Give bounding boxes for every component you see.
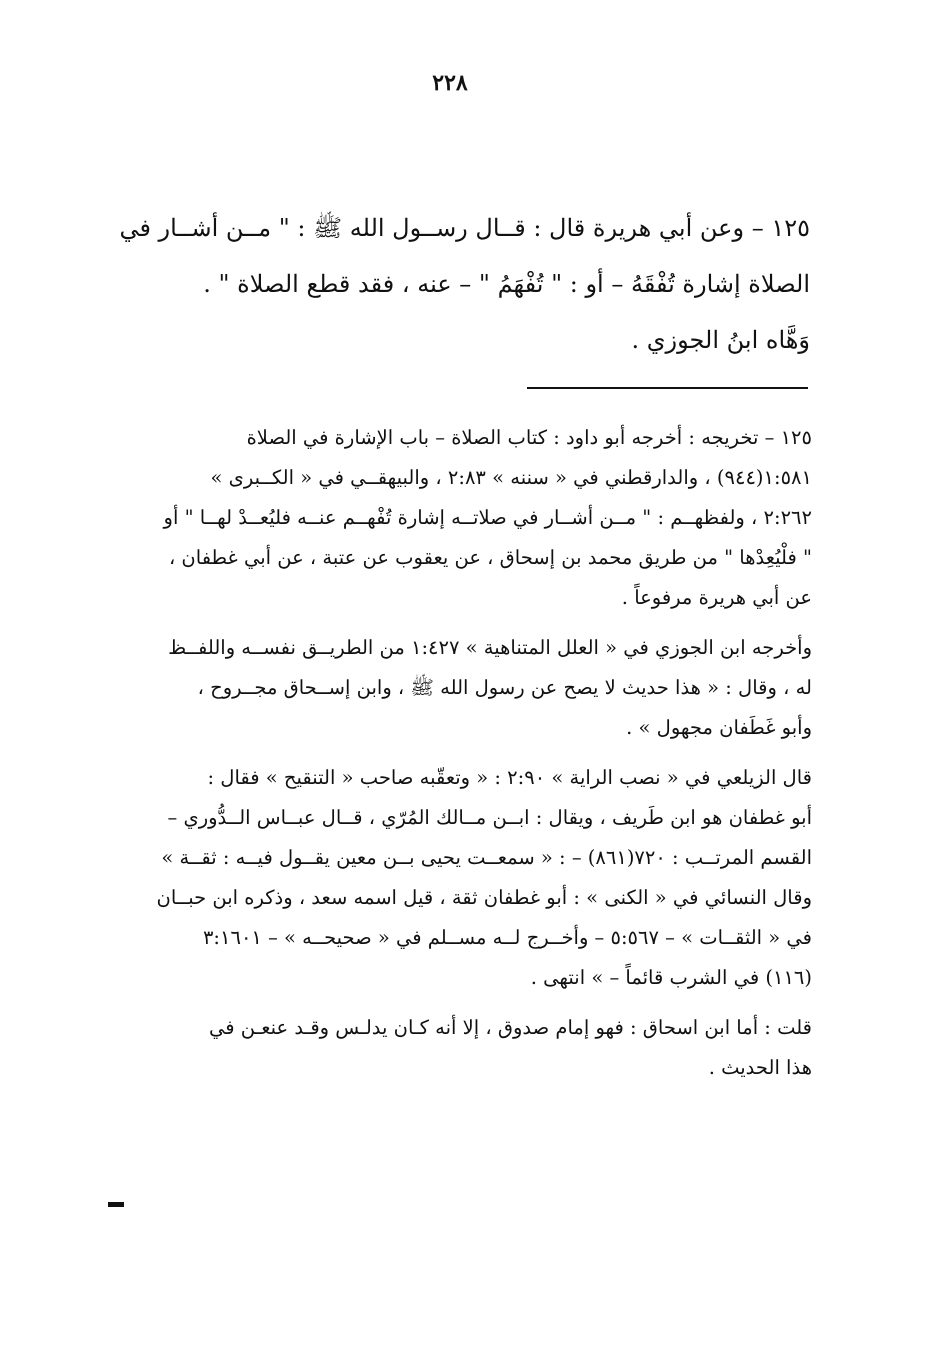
footnote-line: أبو غطفان هو ابن طَريف ، ويقال : ابــن مــالك المُرّي ، قــال عبــاس الــدُّوري – [167,806,812,829]
footnote-line: وأبو غَطَفان مجهول » . [626,716,812,739]
page-number: ٢٢٨ [432,70,468,96]
footnote-line: وأخرجه ابن الجوزي في « العلل المتناهية » ١:٤٢٧ من الطريــق نفســه واللفــظ [168,636,812,659]
footnote-line: عن أبي هريرة مرفوعاً . [621,586,812,609]
footnote-paragraph [100,1008,812,1088]
footnote-paragraph [100,418,812,618]
footnote-line: قال الزيلعي في « نصب الراية » ٢:٩٠ : « وتعقّبه صاحب « التنقيح » فقال : [207,766,812,789]
footnote-line: ١:٥٨١(٩٤٤) ، والدارقطني في « سننه » ٢:٨٣ ، والبيهقــي في « الكــبرى » [210,466,812,489]
hadith-line: ١٢٥ – وعن أبي هريرة قال : قــال رســول الله ﷺ : " مــن أشــار في [119,214,810,242]
footnote-line: القسم المرتــب : ٧٢٠(٨٦١) – : « سمعــت يحيى بــن معين يقــول فيــه : ثقــة » [161,846,812,869]
footnotes [100,418,812,1098]
footnote-line: ١٢٥ – تخريجه : أخرجه أبو داود : كتاب الصلاة – باب الإشارة في الصلاة [246,426,812,449]
footnote-line: (١١٦) في الشرب قائماً – » انتهى . [530,966,812,989]
hadith-line: وَهَّاه ابنُ الجوزي . [631,326,810,354]
footnote-line: له ، وقال : « هذا حديث لا يصح عن رسول الله ﷺ ، وابن إســحاق مجــروح ، [197,676,812,699]
footnote-line: " فلْيُعِدْها " من طريق محمد بن إسحاق ، عن يعقوب عن عتبة ، عن أبي غطفان ، [168,546,812,569]
hadith-line: الصلاة إشارة تُفْقَهُ – أو : " تُفْهَمُ " – عنه ، فقد قطع الصلاة " . [203,270,810,298]
footnote-line: قلت : أما ابن اسحاق : فهو إمام صدوق ، إلا أنه كـان يدلـس وقـد عنعـن في [208,1016,812,1039]
footnote-divider [527,387,808,389]
footnote-line: هذا الحديث . [708,1056,812,1079]
footnote-paragraph [100,628,812,748]
hadith-text [95,200,810,368]
footnote-line: في « الثقــات » – ٥:٥٦٧ – وأخــرج لــه مســلم في « صحيحــه » – ٣:١٦٠١ [202,926,812,949]
footnote-line: وقال النسائي في « الكنى » : أبو غطفان ثقة ، قيل اسمه سعد ، وذكره ابن حبــان [156,886,812,909]
end-of-page-mark [108,1202,124,1207]
footnote-line: ٢:٢٦٢ ، ولفظهــم : " مــن أشــار في صلاتــه إشارة تُفْهــم عنــه فليُعــدْ لهــا " أو [163,506,812,529]
footnote-paragraph [100,758,812,998]
